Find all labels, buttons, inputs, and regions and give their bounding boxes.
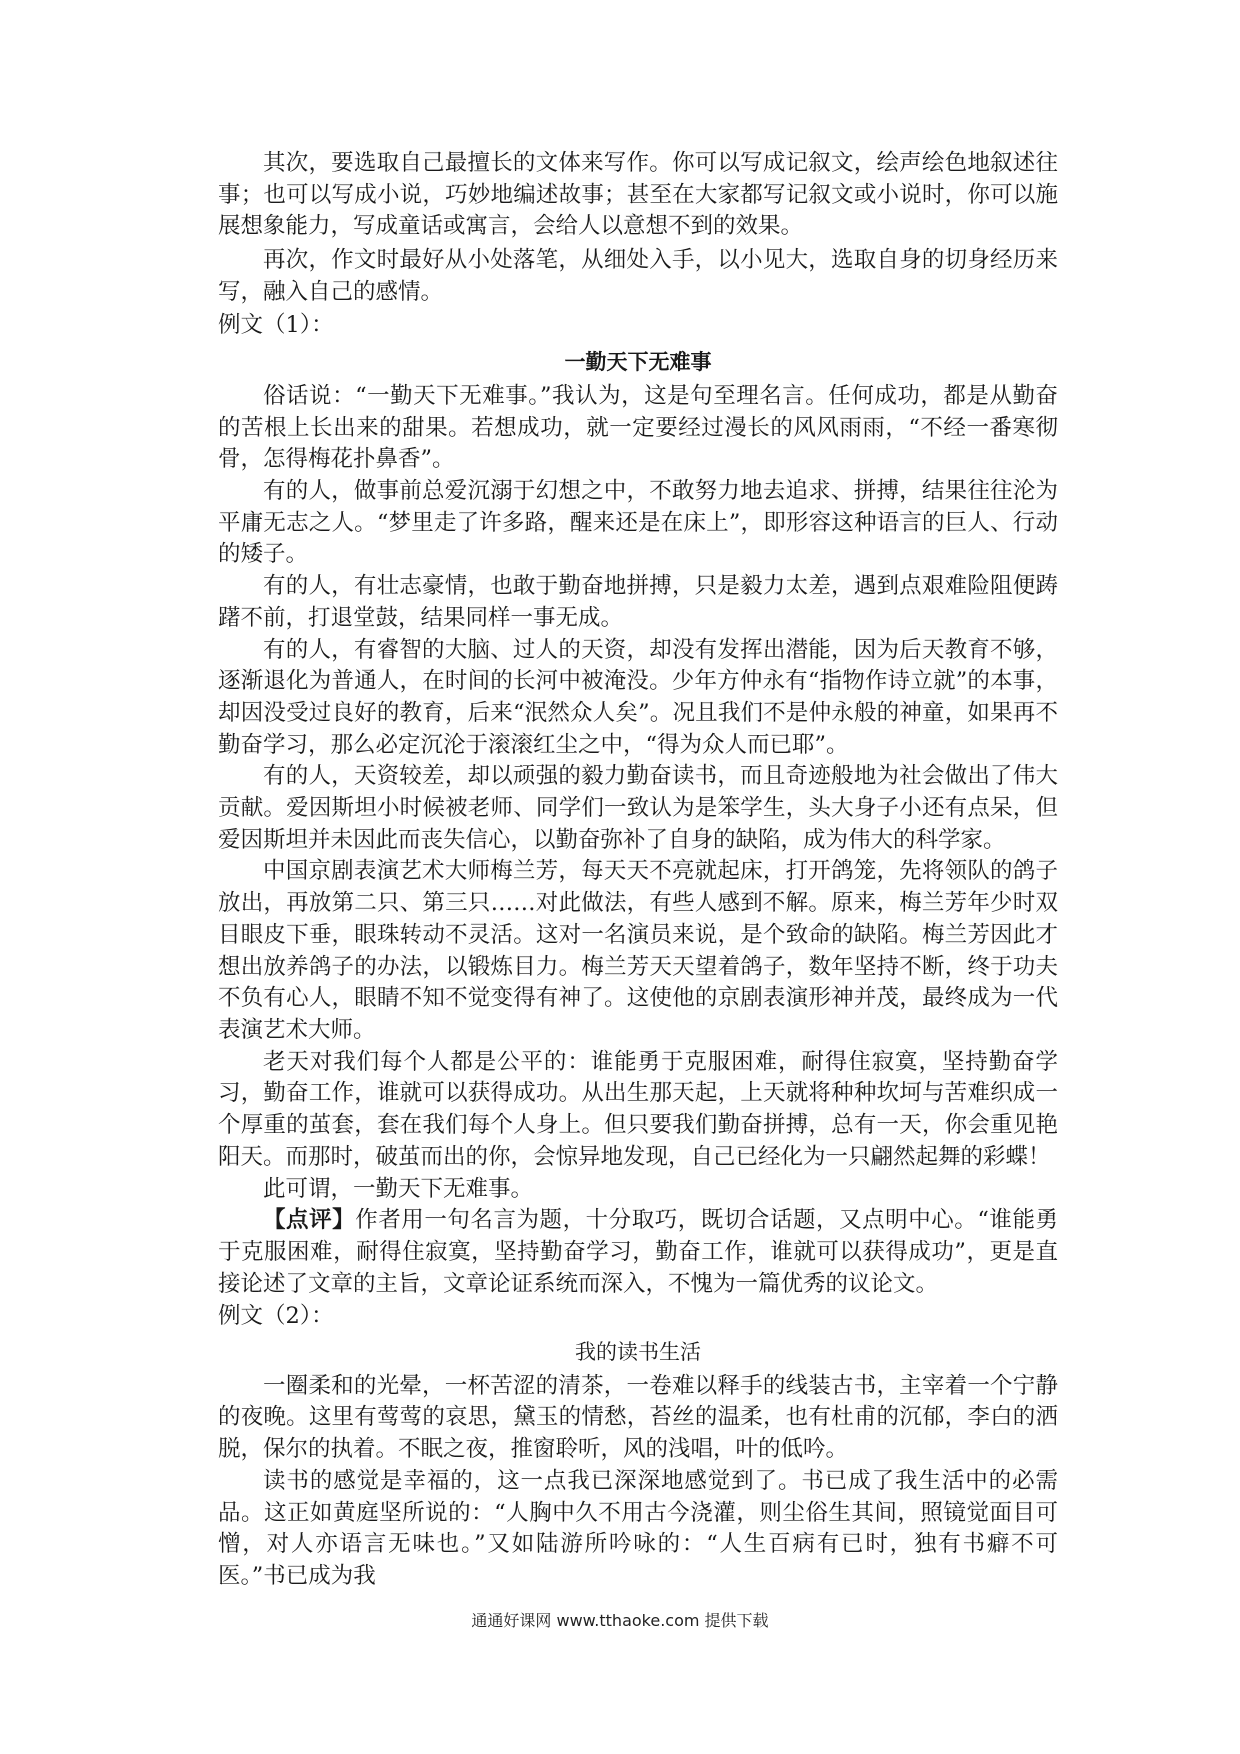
essay-paragraph: 此可谓，一勤天下无难事。 [263, 1175, 534, 1202]
intro-paragraph: 再次，作文时最好从小处落笔，从细处入手，以小见大，选取自身的切身经历来写，融入自己的感情。 [218, 247, 1058, 305]
essay-paragraph: 有的人，有睿智的大脑、过人的天资，却没有发挥出潜能，因为后天教育不够，逐渐退化为普通人，在时间的长河中被淹没。少年方仲永有“指物作诗立就”的本事，却因没受过良好的教育，后来“泯然众人矣”。况且我们不是仲永般的神童，如果再不勤奋学习，那么必定沉沦于滚滚红尘之中，“得为众人而已耶”。 [218, 636, 1058, 758]
comment-text: 作者用一句名言为题，十分取巧，既切合话题，又点明中心。“谁能勇于克服困难，耐得住寂寞，坚持勤奋学习，勤奋工作，谁就可以获得成功”，更是直接论述了文章的主旨，文章论证系统而深入，不愧为一篇优秀的议论文。 [218, 1207, 1058, 1297]
page-footer: 通通好课网 www.tthaoke.com 提供下载 [471, 1611, 769, 1630]
essay-paragraph: 俗话说：“一勤天下无难事。”我认为，这是句至理名言。任何成功，都是从勤奋的苦根上长出来的甜果。若想成功，就一定要经过漫长的风风雨雨，“不经一番寒彻骨，怎得梅花扑鼻香”。 [218, 382, 1058, 473]
example-label: 例文（2）： [218, 1303, 334, 1330]
essay-paragraph: 老天对我们每个人都是公平的：谁能勇于克服困难，耐得住寂寞，坚持勤奋学习，勤奋工作，谁就可以获得成功。从出生那天起，上天就将种种坎坷与苦难织成一个厚重的茧套，套在我们每个人身上。但只要我们勤奋拼搏，总有一天，你会重见艳阳天。而那时，破茧而出的你，会惊异地发现，自己已经化为一只翩然起舞的彩蝶！ [218, 1048, 1058, 1170]
essay-paragraph: 有的人，有壮志豪情，也敢于勤奋地拼搏，只是毅力太差，遇到点艰难险阻便踌躇不前，打退堂鼓，结果同样一事无成。 [218, 573, 1058, 631]
essay-paragraph: 一圈柔和的光晕，一杯苦涩的清茶，一卷难以释手的线装古书，主宰着一个宁静的夜晚。这里有莺莺的哀思，黛玉的情愁，苔丝的温柔，也有杜甫的沉郁，李白的洒脱，保尔的执着。不眠之夜，推窗聆听，风的浅唱，叶的低吟。 [218, 1372, 1058, 1463]
document-body [218, 148, 1058, 1593]
essay-title: 一勤天下无难事 [564, 350, 712, 375]
essay-title: 我的读书生活 [575, 1340, 701, 1365]
example-label: 例文（1）： [218, 311, 334, 338]
comment-mark: 【点评】 [263, 1207, 356, 1234]
essay-paragraph: 有的人，天资较差，却以顽强的毅力勤奋读书，而且奇迹般地为社会做出了伟大贡献。爱因斯坦小时候被老师、同学们一致认为是笨学生，头大身子小还有点呆，但爱因斯坦并未因此而丧失信心，以勤奋弥补了自身的缺陷，成为伟大的科学家。 [218, 763, 1058, 853]
essay-paragraph: 读书的感觉是幸福的，这一点我已深深地感觉到了。书已成了我生活中的必需品。这正如黄庭坚所说的：“人胸中久不用古今浇灌，则尘俗生其间，照镜觉面目可憎，对人亦语言无味也。”又如陆游所吟咏的：“人生百病有已时，独有书癖不可医。”书已成为我 [218, 1467, 1058, 1589]
comment-paragraph [218, 1205, 1058, 1300]
essay-paragraph: 有的人，做事前总爱沉溺于幻想之中，不敢努力地去追求、拼搏，结果往往沦为平庸无志之人。“梦里走了许多路，醒来还是在床上”，即形容这种语言的巨人、行动的矮子。 [218, 478, 1058, 568]
essay-paragraph: 中国京剧表演艺术大师梅兰芳，每天天不亮就起床，打开鸽笼，先将领队的鸽子放出，再放第二只、第三只……对此做法，有些人感到不解。原来，梅兰芳年少时双目眼皮下垂，眼珠转动不灵活。这对一名演员来说，是个致命的缺陷。梅兰芳因此才想出放养鸽子的办法，以锻炼目力。梅兰芳天天望着鸽子，数年坚持不断，终于功夫不负有心人，眼睛不知不觉变得有神了。这使他的京剧表演形神并茂，最终成为一代表演艺术大师。 [218, 858, 1058, 1043]
intro-paragraph: 其次，要选取自己最擅长的文体来写作。你可以写成记叙文，绘声绘色地叙述往事；也可以写成小说，巧妙地编述故事；甚至在大家都写记叙文或小说时，你可以施展想象能力，写成童话或寓言，会给人以意想不到的效果。 [218, 150, 1058, 240]
